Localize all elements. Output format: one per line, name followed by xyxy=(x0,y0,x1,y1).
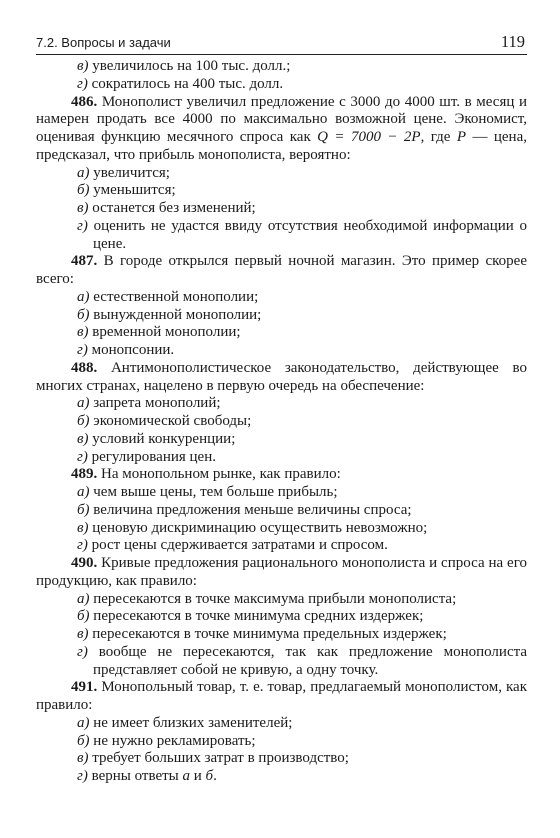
option-line xyxy=(36,182,527,200)
option-text: вынужденной монополии; xyxy=(93,306,262,323)
option-line xyxy=(36,218,527,254)
option-line xyxy=(36,502,527,520)
demand-formula: Q = 7000 − 2P xyxy=(317,129,421,145)
option-text: монопсонии. xyxy=(91,342,175,358)
option-text: чем выше цены, тем больше прибыль; xyxy=(93,484,338,500)
page-number: 119 xyxy=(500,32,525,51)
option-label: а) xyxy=(77,288,90,305)
option-label: в) xyxy=(77,750,89,767)
option-text: не нужно рекламировать; xyxy=(93,732,256,749)
question-number: 486. xyxy=(71,93,98,110)
option-line xyxy=(36,342,527,360)
option-line xyxy=(36,715,527,733)
option-label: б) xyxy=(77,306,90,323)
answer-ref-a: а xyxy=(182,768,191,784)
option-label: в) xyxy=(77,430,89,447)
question-text: Монопольный товар, т. е. товар, предлагаемый монополистом, как правило: xyxy=(36,679,527,713)
option-text: рост цены сдерживается затратами и спросом. xyxy=(91,537,388,554)
option-line xyxy=(36,768,527,786)
option-text: увеличится; xyxy=(93,164,170,181)
question-number: 489. xyxy=(71,466,98,483)
option-line xyxy=(36,76,527,94)
option-line xyxy=(36,644,527,680)
option-line xyxy=(36,58,527,76)
option-label: г) xyxy=(77,448,88,465)
answer-ref-b: б xyxy=(205,768,214,784)
question-text: Антимонополистическое законодательство, действующее во многих странах, нацелено в первую очередь на обеспечение: xyxy=(36,359,527,394)
option-label: б) xyxy=(77,732,90,749)
question-text: На монопольном рынке, как правило: xyxy=(101,466,341,483)
option-text: пересекаются в точке минимума средних издержек; xyxy=(93,608,424,625)
option-text: ценовую дискриминацию осуществить невозможно; xyxy=(92,519,428,536)
option-line xyxy=(36,484,527,502)
option-line xyxy=(36,431,527,449)
question-number: 491. xyxy=(71,679,98,696)
option-label: г) xyxy=(77,342,88,358)
option-line xyxy=(36,165,527,183)
option-label: в) xyxy=(77,626,89,642)
option-line xyxy=(36,395,527,413)
option-label: в) xyxy=(77,200,89,216)
option-text: условий конкуренции; xyxy=(92,430,236,447)
option-text: вообще не пересекаются, так как предложение монополиста представляет собой не кривую, а одну точку. xyxy=(93,643,527,678)
option-label: б) xyxy=(77,413,90,429)
option-label: б) xyxy=(77,182,90,199)
option-text: сократилось на 400 тыс. долл. xyxy=(91,75,284,92)
question-text: В городе открылся первый ночной магазин. Это пример скорее всего: xyxy=(36,253,527,287)
option-text-and: и xyxy=(190,768,206,784)
option-text: временной монополии; xyxy=(92,324,241,341)
option-text: уменьшится; xyxy=(93,182,176,199)
option-label: г) xyxy=(77,643,88,660)
option-label: в) xyxy=(77,58,89,74)
option-label: б) xyxy=(77,608,90,625)
option-line xyxy=(36,413,527,431)
option-text: требует больших затрат в производство; xyxy=(92,750,349,767)
option-label: а) xyxy=(77,395,90,412)
option-text: верны ответы xyxy=(91,768,183,784)
option-label: в) xyxy=(77,324,89,341)
option-line xyxy=(36,289,527,307)
question-text: Монополист увеличил предложение с 3000 до 4000 шт. в месяц и намерен продать все 4000 по максимально возможной цене. Экономист, оценивая функцию месячного спроса как xyxy=(36,93,527,145)
question-text-connector: , где xyxy=(420,129,457,145)
option-line xyxy=(36,591,527,609)
option-label: а) xyxy=(77,164,90,181)
option-line xyxy=(36,449,527,467)
option-text: запрета монополий; xyxy=(93,395,221,412)
question-number: 487. xyxy=(71,253,98,270)
option-text: величина предложения меньше величины спроса; xyxy=(93,501,412,518)
option-line xyxy=(36,307,527,325)
option-line xyxy=(36,520,527,538)
option-label: г) xyxy=(77,75,88,92)
option-text: оценить не удастся ввиду отсутствия необходимой информации о цене. xyxy=(93,217,527,252)
option-line xyxy=(36,750,527,768)
question-text: Кривые предложения рационального монополиста и спроса на его продукцию, как правило: xyxy=(36,555,527,589)
option-line xyxy=(36,626,527,644)
question-488 xyxy=(36,360,527,396)
option-label: г) xyxy=(77,217,88,234)
page-content xyxy=(36,58,527,786)
question-number: 488. xyxy=(71,359,98,376)
question-487 xyxy=(36,253,527,289)
option-label: а) xyxy=(77,590,90,607)
option-label: г) xyxy=(77,537,88,554)
section-title: 7.2. Вопросы и задачи xyxy=(36,35,171,50)
option-text: увеличилось на 100 тыс. долл.; xyxy=(92,58,291,74)
option-text: регулирования цен. xyxy=(91,448,216,465)
option-line xyxy=(36,608,527,626)
option-text: экономической свободы; xyxy=(93,413,252,429)
option-line xyxy=(36,537,527,555)
price-variable: P xyxy=(456,129,467,145)
option-label: а) xyxy=(77,484,90,500)
option-text: пересекаются в точке максимума прибыли монополиста; xyxy=(93,590,457,607)
running-header xyxy=(36,30,527,55)
option-line xyxy=(36,733,527,751)
option-text: останется без изменений; xyxy=(92,200,256,216)
question-490 xyxy=(36,555,527,591)
option-text: пересекаются в точке минимума предельных издержек; xyxy=(92,626,447,642)
option-label: б) xyxy=(77,501,90,518)
question-486 xyxy=(36,94,527,165)
option-line xyxy=(36,200,527,218)
option-text: не имеет близких заменителей; xyxy=(93,714,293,731)
question-489 xyxy=(36,466,527,484)
option-label: г) xyxy=(77,768,88,784)
option-line xyxy=(36,324,527,342)
question-text-end: — цена, предсказал, что прибыль монополиста, вероятно: xyxy=(36,129,527,163)
question-number: 490. xyxy=(71,555,98,571)
option-text-end: . xyxy=(213,768,217,784)
question-491 xyxy=(36,679,527,715)
option-label: а) xyxy=(77,714,90,731)
option-label: в) xyxy=(77,519,89,536)
option-text: естественной монополии; xyxy=(93,288,259,305)
